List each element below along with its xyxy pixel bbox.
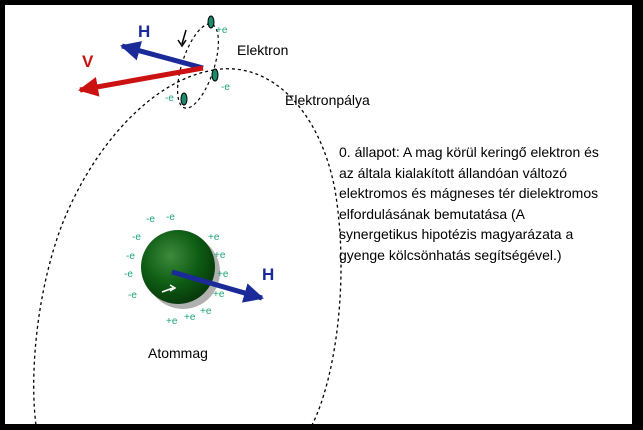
electron-dot [208, 16, 214, 28]
nucleus-charge-positive: +e [166, 316, 178, 327]
electron-label: Elektron [237, 42, 289, 58]
description-line: synergetikus hipotézis magyarázata a [339, 226, 574, 242]
h-label-top: H [138, 22, 151, 41]
nucleus-charge-negative: -e [124, 269, 133, 280]
orbit-label: Elektronpálya [285, 92, 370, 108]
nucleus-charge-negative: -e [146, 214, 155, 225]
electron-charge: -e [221, 82, 230, 93]
nucleus-charge-negative: -e [128, 290, 137, 301]
electron-dot [181, 93, 187, 105]
nucleus-charge-positive: +e [200, 306, 212, 317]
nucleus-charge-negative: -e [166, 212, 175, 223]
nucleus-label: Atommag [148, 345, 208, 361]
description-text [339, 142, 629, 265]
nucleus-charge-negative: -e [132, 232, 141, 243]
electron-dot [212, 69, 218, 81]
nucleus-sphere [141, 230, 215, 304]
electron-charge: -e [165, 93, 174, 104]
description-line: 0. állapot: A mag körül keringő elektron és [339, 144, 599, 160]
nucleus-charge-negative: -e [126, 251, 135, 262]
h-label-nucleus: H [262, 265, 275, 284]
description-line: gyenge kölcsönhatás segítségével.) [339, 246, 562, 263]
electron-charge: +e [216, 25, 228, 36]
nucleus-charge-positive: +e [217, 269, 229, 280]
description-line: elektromos és mágneses tér dielektromos [339, 185, 599, 201]
nucleus-charge-positive: +e [213, 289, 225, 300]
nucleus-charge-positive: +e [208, 232, 220, 243]
v-label: V [82, 52, 94, 71]
nucleus-charge-positive: +e [184, 312, 196, 323]
description-line: elfordulásának bemutatása (A [339, 205, 525, 222]
description-line: az általa kialakított állandóan változó [339, 164, 568, 181]
nucleus-charge-positive: +e [214, 250, 226, 261]
